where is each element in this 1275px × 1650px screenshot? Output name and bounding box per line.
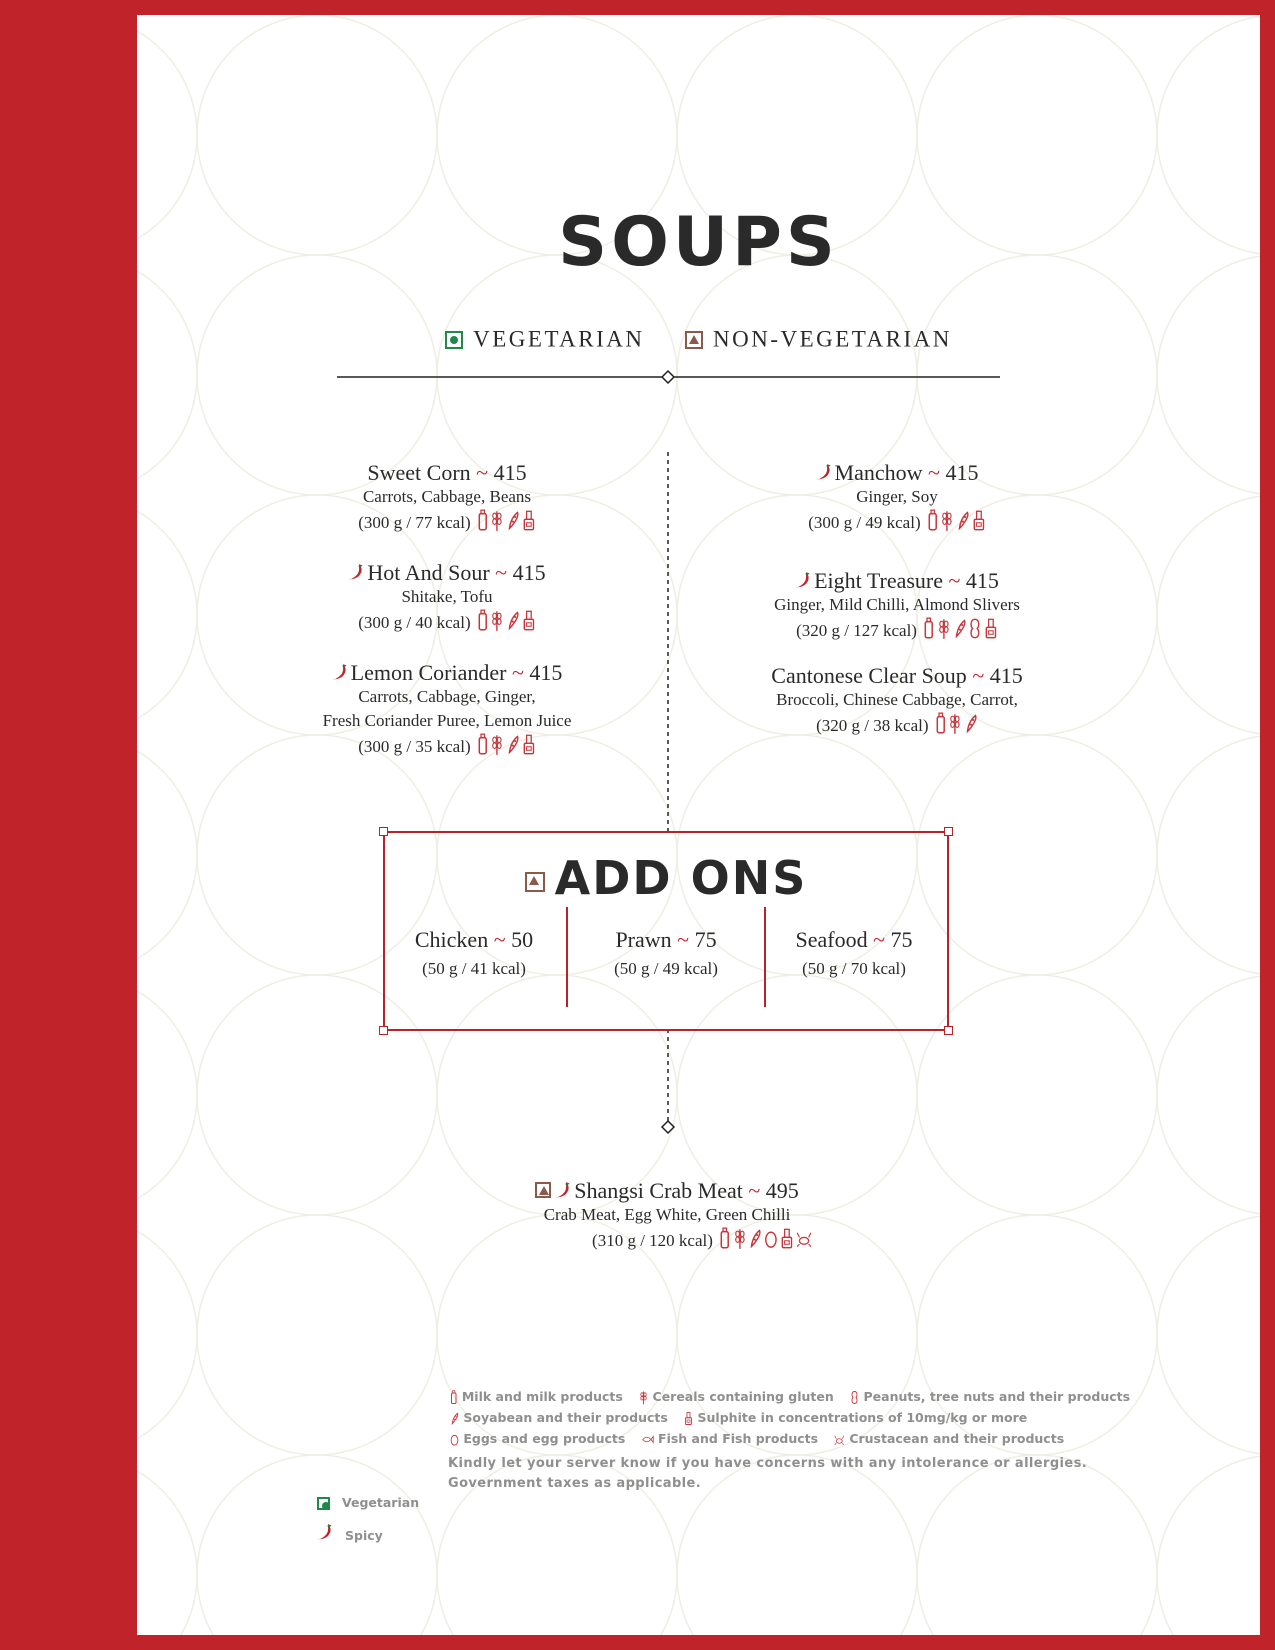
- dish-nutrition-line: [727, 509, 1067, 535]
- allergen-label: Eggs and egg products: [463, 1431, 626, 1446]
- dish-name: Hot And Sour: [367, 560, 490, 585]
- dish-shangsi-crab-meat: [467, 1178, 867, 1253]
- milk-icon: [921, 621, 935, 640]
- allergen-label: Cereals containing gluten: [652, 1389, 834, 1404]
- soybean-icon: [504, 613, 520, 632]
- soybean-icon: [962, 716, 978, 735]
- soybean-icon: [746, 1231, 762, 1250]
- dish-eight-treasure: [727, 568, 1067, 643]
- dish-price: 415: [529, 660, 563, 685]
- allergen-legend-row: [448, 1431, 1140, 1452]
- box-corner: [379, 827, 388, 836]
- dish-name-line: Shangsi Crab Meat ~ 495: [467, 1178, 867, 1203]
- sulphite-icon: [520, 737, 536, 756]
- sulphite-icon: [520, 613, 536, 632]
- crustacean-icon: [832, 1431, 845, 1446]
- allergen-label: Sulphite in concentrations of 10mg/kg or more: [697, 1410, 1028, 1425]
- dish-price: 415: [512, 560, 546, 585]
- dish-price: 415: [989, 663, 1023, 688]
- addon-name: Chicken: [414, 927, 489, 952]
- gluten-icon: [637, 1389, 648, 1404]
- allergen-legend-row: [448, 1389, 1140, 1410]
- allergy-notice: [448, 1454, 1140, 1494]
- addon-price: 50: [511, 927, 534, 952]
- sulphite-icon: [970, 513, 986, 532]
- dish-nutrition: (300 g / 77 kcal): [358, 513, 471, 532]
- spicy-chili-icon: [795, 568, 814, 593]
- allergen-label: Fish and Fish products: [658, 1431, 819, 1446]
- fish-icon: [640, 1431, 654, 1446]
- gluten-icon: [946, 716, 962, 735]
- dish-name-line: Cantonese Clear Soup ~ 415: [771, 663, 1023, 688]
- add-ons-box: [383, 831, 949, 1031]
- sulphite-icon: [520, 513, 536, 532]
- dish-name: Manchow: [834, 460, 923, 485]
- milk-icon: [717, 1231, 731, 1250]
- allergen-entry: [637, 1389, 834, 1404]
- soybean-icon: [954, 513, 970, 532]
- spicy-chili-icon: [555, 1178, 574, 1203]
- dish-manchow: [727, 460, 1067, 535]
- non-vegetarian-icon: [525, 872, 545, 892]
- allergen-label: Soyabean and their products: [463, 1410, 668, 1425]
- dish-nutrition-line: [467, 1227, 867, 1253]
- page-title: SOUPS: [558, 203, 839, 282]
- spicy-chili-icon: [317, 1528, 336, 1543]
- allergen-entry: [848, 1389, 1130, 1404]
- egg-icon: [448, 1431, 459, 1446]
- dish-name: Shangsi Crab Meat: [574, 1178, 743, 1203]
- milk-icon: [925, 513, 939, 532]
- non-vegetarian-icon: [535, 1182, 551, 1198]
- addon-nutrition: (50 g / 70 kcal): [802, 959, 906, 978]
- dish-description: Crab Meat, Egg White, Green Chilli: [543, 1205, 791, 1224]
- allergen-label: Crustacean and their products: [849, 1431, 1065, 1446]
- menu-page: [137, 15, 1260, 1635]
- tax-notice-line: Government taxes as applicable.: [448, 1476, 702, 1491]
- dish-price: 415: [945, 460, 979, 485]
- dish-name: Eight Treasure: [814, 568, 944, 593]
- dish-nutrition: (300 g / 49 kcal): [808, 513, 921, 532]
- dish-sweet-corn: [287, 460, 607, 535]
- dish-name-line: Hot And Sour ~ 415: [287, 560, 607, 585]
- milk-icon: [933, 716, 947, 735]
- milk-icon: [475, 737, 489, 756]
- allergy-notice-line: Kindly let your server know if you have concerns with any intolerance or allergies.: [448, 1456, 1088, 1471]
- dish-nutrition: (300 g / 40 kcal): [358, 613, 471, 632]
- allergen-entry: [448, 1410, 668, 1425]
- allergen-entry: [832, 1431, 1064, 1446]
- peanut-icon: [966, 621, 982, 640]
- dish-nutrition-line: [287, 609, 607, 635]
- milk-icon: [448, 1389, 458, 1404]
- gluten-icon: [935, 621, 951, 640]
- box-corner: [944, 827, 953, 836]
- spicy-chili-icon: [348, 560, 367, 585]
- dish-name-line: Manchow ~ 415: [727, 460, 1067, 485]
- allergen-legend-row: [448, 1410, 1140, 1431]
- dish-nutrition: (300 g / 35 kcal): [358, 737, 471, 756]
- legend-vegetarian: Vegetarian: [342, 1495, 420, 1510]
- dish-hot-and-sour: [287, 560, 607, 635]
- dish-name-line: Lemon Coriander ~ 415: [277, 660, 617, 685]
- sulphite-icon: [778, 1231, 794, 1250]
- allergen-label: Milk and milk products: [461, 1389, 623, 1404]
- dish-nutrition: (310 g / 120 kcal): [592, 1231, 713, 1250]
- allergen-entry: [640, 1431, 818, 1446]
- addon-name: Seafood: [795, 927, 868, 952]
- sulphite-icon: [682, 1410, 693, 1425]
- addon-separator: [566, 907, 568, 1007]
- addon-seafood: Seafood ~ 75 (50 g / 70 kcal): [765, 925, 943, 983]
- vegetarian-icon: [317, 1497, 330, 1510]
- spicy-chili-icon: [332, 660, 351, 685]
- dish-description: Broccoli, Chinese Cabbage, Carrot,: [776, 690, 1018, 709]
- gluten-icon: [938, 513, 954, 532]
- dish-nutrition-line: [287, 509, 607, 535]
- box-corner: [944, 1026, 953, 1035]
- footer-diet-legend: [317, 1495, 419, 1543]
- spicy-chili-icon: [816, 460, 835, 485]
- addon-nutrition: (50 g / 49 kcal): [614, 959, 718, 978]
- egg-icon: [762, 1231, 778, 1250]
- add-ons-title: ADD ONS: [554, 851, 808, 905]
- soybean-icon: [448, 1410, 459, 1425]
- dish-price: 415: [493, 460, 527, 485]
- allergen-entry: [448, 1431, 625, 1446]
- box-corner: [379, 1026, 388, 1035]
- vegetarian-label: VEGETARIAN: [473, 326, 645, 352]
- allergen-entry: [448, 1389, 623, 1404]
- gluten-icon: [488, 737, 504, 756]
- dish-nutrition: (320 g / 127 kcal): [796, 621, 917, 640]
- addon-name: Prawn: [615, 927, 672, 952]
- crustacean-icon: [794, 1231, 812, 1250]
- allergen-legend: [448, 1389, 1140, 1494]
- dish-description: Ginger, Mild Chilli, Almond Slivers: [774, 595, 1020, 614]
- dish-nutrition-line: [277, 733, 617, 759]
- dish-lemon-coriander: [277, 660, 617, 759]
- gluten-icon: [731, 1231, 747, 1250]
- dish-cantonese-clear-soup: [727, 663, 1067, 738]
- dish-name-line: Sweet Corn ~ 415: [367, 460, 527, 485]
- dish-description: Carrots, Cabbage, Ginger,: [358, 687, 536, 706]
- dish-name: Sweet Corn: [367, 460, 471, 485]
- dish-description: Carrots, Cabbage, Beans: [362, 487, 532, 506]
- dish-name: Cantonese Clear Soup: [771, 663, 967, 688]
- milk-icon: [475, 613, 489, 632]
- dish-price: 495: [765, 1178, 799, 1203]
- gluten-icon: [488, 513, 504, 532]
- soybean-icon: [504, 737, 520, 756]
- gluten-icon: [488, 613, 504, 632]
- dish-nutrition: (320 g / 38 kcal): [816, 716, 929, 735]
- addon-price: 75: [890, 927, 913, 952]
- dish-description: Fresh Coriander Puree, Lemon Juice: [322, 711, 572, 730]
- allergen-label: Peanuts, tree nuts and their products: [863, 1389, 1131, 1404]
- dish-nutrition-line: [727, 712, 1067, 738]
- addon-chicken: Chicken ~ 50 (50 g / 41 kcal): [385, 925, 563, 983]
- addon-nutrition: (50 g / 41 kcal): [422, 959, 526, 978]
- dish-nutrition-line: [727, 617, 1067, 643]
- addon-price: 75: [694, 927, 717, 952]
- milk-icon: [475, 513, 489, 532]
- soybean-icon: [504, 513, 520, 532]
- dish-description: Ginger, Soy: [856, 487, 938, 506]
- non-vegetarian-label: NON-VEGETARIAN: [713, 326, 952, 352]
- addon-prawn: Prawn ~ 75 (50 g / 49 kcal): [577, 925, 755, 983]
- legend-spicy: Spicy: [345, 1528, 383, 1543]
- dish-name-line: Eight Treasure ~ 415: [727, 568, 1067, 593]
- sulphite-icon: [982, 621, 998, 640]
- dish-price: 415: [965, 568, 999, 593]
- peanut-icon: [848, 1389, 859, 1404]
- soybean-icon: [951, 621, 967, 640]
- dish-name: Lemon Coriander: [350, 660, 507, 685]
- allergen-entry: [682, 1410, 1027, 1425]
- add-ons-heading: [385, 851, 947, 905]
- dish-description: Shitake, Tofu: [401, 587, 493, 606]
